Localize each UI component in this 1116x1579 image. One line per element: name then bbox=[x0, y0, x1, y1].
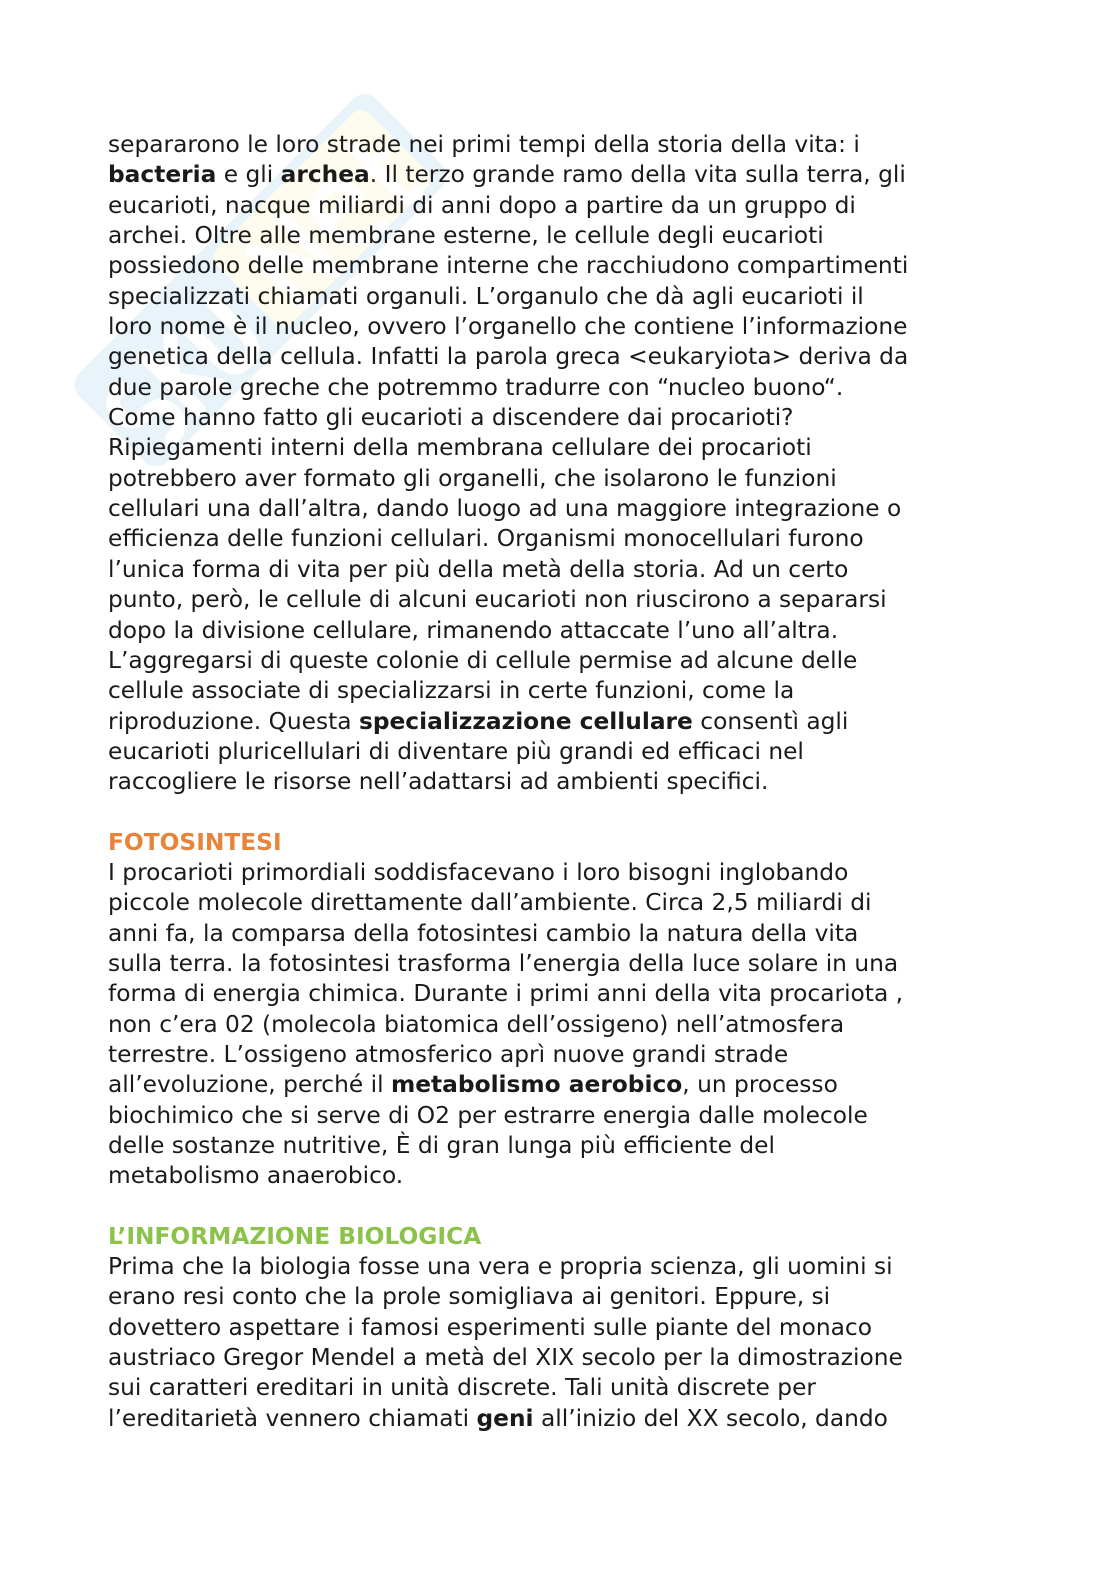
section-body-fotosintesi bbox=[108, 858, 1008, 1192]
section-body-informazione-biologica bbox=[108, 1252, 1008, 1434]
text-run: terrestre. L’ossigeno atmosferico aprì nuove grandi strade bbox=[108, 1040, 789, 1068]
text-run: cellulari una dall’altra, dando luogo ad una maggiore integrazione o bbox=[108, 495, 902, 523]
text-line bbox=[108, 373, 1008, 403]
text-run: raccogliere le risorse nell’adattarsi ad ambienti specifici. bbox=[108, 768, 769, 796]
text-run: I procarioti primordiali soddisfacevano i loro bisogni inglobando bbox=[108, 858, 849, 886]
bold-term: specializzazione cellulare bbox=[358, 707, 693, 735]
text-run: separarono le loro strade nei primi tempi della storia della vita: i bbox=[108, 131, 860, 158]
text-line bbox=[108, 1282, 1008, 1312]
text-line bbox=[108, 737, 1008, 767]
text-run: cellule associate di specializzarsi in certe funzioni, come la bbox=[108, 677, 795, 705]
text-run: l’ereditarietà vennero chiamati bbox=[108, 1404, 477, 1432]
text-line bbox=[108, 979, 1008, 1009]
text-run: dovettero aspettare i famosi esperimenti sulle piante del monaco bbox=[108, 1313, 872, 1341]
bold-term: geni bbox=[476, 1404, 534, 1432]
text-line bbox=[108, 676, 1008, 706]
text-line bbox=[108, 616, 1008, 646]
text-line bbox=[108, 1010, 1008, 1040]
text-line bbox=[108, 282, 1008, 312]
text-line bbox=[108, 646, 1008, 676]
text-line bbox=[108, 403, 1008, 433]
text-line bbox=[108, 1040, 1008, 1070]
text-line bbox=[108, 1343, 1008, 1373]
text-line bbox=[108, 1373, 1008, 1403]
text-line bbox=[108, 585, 1008, 615]
section-informazione-biologica bbox=[108, 1222, 1008, 1434]
text-run: all’evoluzione, perché il bbox=[108, 1071, 391, 1099]
text-line bbox=[108, 1070, 1008, 1100]
paragraph-gap bbox=[108, 1192, 1008, 1222]
text-run: metabolismo anaerobico. bbox=[108, 1162, 404, 1190]
text-line bbox=[108, 1161, 1008, 1191]
text-line bbox=[108, 160, 1008, 190]
text-run: non c’era 02 (molecola biatomica dell’ossigeno) nell’atmosfera bbox=[108, 1010, 845, 1038]
text-run: biochimico che si serve di O2 per estrarre energia dalle molecole bbox=[108, 1101, 868, 1129]
text-run: anni fa, la comparsa della fotosintesi cambio la natura della vita bbox=[108, 919, 859, 947]
text-run: erano resi conto che la prole somigliava ai genitori. Eppure, si bbox=[108, 1283, 831, 1311]
text-line bbox=[108, 1101, 1008, 1131]
bold-term: bacteria bbox=[108, 161, 217, 189]
text-run: all’inizio del XX secolo, dando bbox=[533, 1404, 888, 1432]
section-heading-fotosintesi: FOTOSINTESI bbox=[108, 828, 282, 856]
text-line bbox=[108, 251, 1008, 281]
text-line bbox=[108, 555, 1008, 585]
text-run: , un processo bbox=[682, 1071, 838, 1099]
text-run: specializzati chiamati organuli. L’organulo che dà agli eucarioti il bbox=[108, 282, 864, 310]
text-run: l’unica forma di vita per più della metà della storia. Ad un certo bbox=[108, 555, 849, 583]
text-run: Ripiegamenti interni della membrana cellulare dei procarioti bbox=[108, 434, 812, 462]
paragraph-gap bbox=[108, 798, 1008, 828]
text-line bbox=[108, 312, 1008, 342]
text-line bbox=[108, 191, 1008, 221]
text-line bbox=[108, 1313, 1008, 1343]
section-heading-informazione-biologica: L’INFORMAZIONE BIOLOGICA bbox=[108, 1222, 482, 1250]
text-run: possiedono delle membrane interne che racchiudono compartimenti bbox=[108, 252, 909, 280]
text-line bbox=[108, 494, 1008, 524]
text-run: genetica della cellula. Infatti la parola greca <eukaryiota> deriva da bbox=[108, 343, 909, 371]
text-line bbox=[108, 524, 1008, 554]
text-line bbox=[108, 858, 1008, 888]
text-run: loro nome è il nucleo, ovvero l’organello che contiene l’informazione bbox=[108, 313, 908, 341]
text-line bbox=[108, 130, 1008, 160]
text-run: Come hanno fatto gli eucarioti a discendere dai procarioti? bbox=[108, 404, 794, 432]
text-run: eucarioti, nacque miliardi di anni dopo a partire da un gruppo di bbox=[108, 191, 856, 219]
text-run: piccole molecole direttamente dall’ambiente. Circa 2,5 miliardi di bbox=[108, 889, 872, 917]
text-run: archei. Oltre alle membrane esterne, le cellule degli eucarioti bbox=[108, 222, 824, 250]
text-run: forma di energia chimica. Durante i primi anni della vita procariota , bbox=[108, 980, 904, 1008]
text-line bbox=[108, 949, 1008, 979]
text-run: efficienza delle funzioni cellulari. Organismi monocellulari furono bbox=[108, 525, 864, 553]
text-run: potrebbero aver formato gli organelli, che isolarono le funzioni bbox=[108, 464, 837, 492]
text-run: eucarioti pluricellulari di diventare più grandi ed efficaci nel bbox=[108, 737, 804, 765]
text-line bbox=[108, 1131, 1008, 1161]
text-run: consentì agli bbox=[692, 707, 849, 735]
text-run: Prima che la biologia fosse una vera e propria scienza, gli uomini si bbox=[108, 1253, 893, 1281]
text-line bbox=[108, 342, 1008, 372]
text-run: austriaco Gregor Mendel a metà del XIX secolo per la dimostrazione bbox=[108, 1344, 903, 1372]
text-line bbox=[108, 919, 1008, 949]
text-run: . Il terzo grande ramo della vita sulla terra, gli bbox=[369, 161, 906, 189]
text-run: sui caratteri ereditari in unità discrete. Tali unità discrete per bbox=[108, 1374, 816, 1402]
text-run: L’aggregarsi di queste colonie di cellule permise ad alcune delle bbox=[108, 646, 858, 674]
text-line bbox=[108, 1404, 1008, 1434]
text-line bbox=[108, 707, 1008, 737]
document-page bbox=[108, 130, 1008, 1434]
paragraph-eucarioti bbox=[108, 130, 1008, 798]
text-line bbox=[108, 433, 1008, 463]
section-fotosintesi bbox=[108, 828, 1008, 1192]
text-run: e gli bbox=[216, 161, 281, 189]
text-run: punto, però, le cellule di alcuni eucarioti non riuscirono a separarsi bbox=[108, 586, 887, 614]
text-line bbox=[108, 221, 1008, 251]
text-line bbox=[108, 464, 1008, 494]
text-run: riproduzione. Questa bbox=[108, 707, 359, 735]
text-run: sulla terra. la fotosintesi trasforma l’energia della luce solare in una bbox=[108, 949, 899, 977]
text-run: due parole greche che potremmo tradurre con “nucleo buono“. bbox=[108, 373, 844, 401]
bold-term: archea bbox=[280, 161, 370, 189]
text-run: dopo la divisione cellulare, rimanendo attaccate l’uno all’altra. bbox=[108, 616, 839, 644]
text-run: delle sostanze nutritive, È di gran lunga più efficiente del bbox=[108, 1132, 775, 1159]
bold-term: metabolismo aerobico bbox=[390, 1071, 683, 1099]
text-line bbox=[108, 767, 1008, 797]
text-line bbox=[108, 1252, 1008, 1282]
text-line bbox=[108, 888, 1008, 918]
